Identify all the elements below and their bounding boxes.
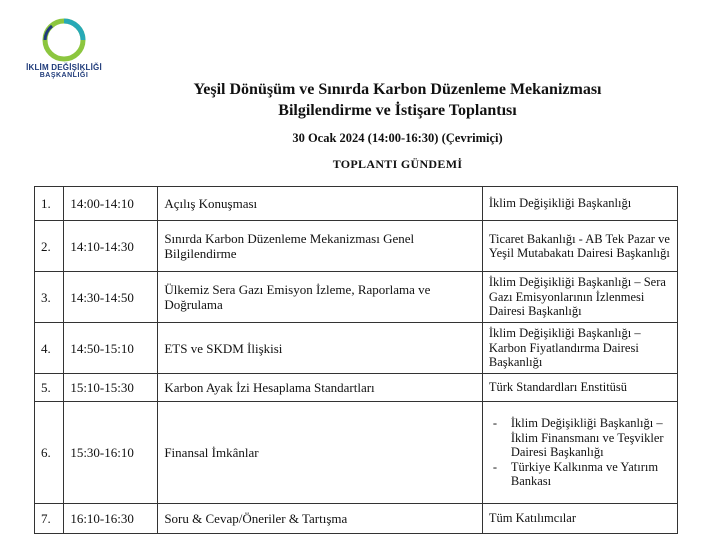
row-number: 3. — [35, 272, 64, 323]
row-owner-list — [482, 402, 677, 504]
row-topic: Açılış Konuşması — [158, 187, 483, 221]
row-number: 4. — [35, 323, 64, 374]
row-owner: Türk Standardları Enstitüsü — [482, 374, 677, 402]
row-number: 6. — [35, 402, 64, 504]
row-topic: Sınırda Karbon Düzenleme Mekanizması Genel Bilgilendirme — [158, 221, 483, 272]
document-title-line1: Yeşil Dönüşüm ve Sınırda Karbon Düzenleme Mekanizması — [193, 81, 602, 98]
row-time: 16:10-16:30 — [64, 504, 158, 534]
row-time: 14:00-14:10 — [64, 187, 158, 221]
row-time: 14:30-14:50 — [64, 272, 158, 323]
row-owner: İklim Değişikliği Başkanlığı – Sera Gazı Emisyonlarının İzlenmesi Dairesi Başkanlığı — [482, 272, 677, 323]
row-time: 15:10-15:30 — [64, 374, 158, 402]
row-time: 14:50-15:10 — [64, 323, 158, 374]
logo-text-line2: BAŞKANLIĞI — [39, 72, 89, 79]
table-row — [35, 402, 678, 504]
row-time: 15:30-16:10 — [64, 402, 158, 504]
logo — [18, 18, 110, 79]
leaf-circle-logo-icon — [42, 18, 86, 62]
row-topic: ETS ve SKDM İlişkisi — [158, 323, 483, 374]
row-topic: Karbon Ayak İzi Hesaplama Standartları — [158, 374, 483, 402]
meeting-date: 30 Ocak 2024 (14:00-16:30) (Çevrimiçi) — [292, 131, 503, 145]
row-owner: İklim Değişikliği Başkanlığı – Karbon Fiyatlandırma Dairesi Başkanlığı — [482, 323, 677, 374]
row-topic: Soru & Cevap/Öneriler & Tartışma — [158, 504, 483, 534]
agenda-heading: TOPLANTI GÜNDEMİ — [332, 157, 463, 171]
row-owner: Ticaret Bakanlığı - AB Tek Pazar ve Yeşil Mutabakatı Dairesi Başkanlığı — [482, 221, 677, 272]
row-owner: Tüm Katılımcılar — [482, 504, 677, 534]
table-row — [35, 323, 678, 374]
table-row — [35, 374, 678, 402]
row-time: 14:10-14:30 — [64, 221, 158, 272]
table-row — [35, 272, 678, 323]
row-number: 1. — [35, 187, 64, 221]
list-item: - İklim Değişikliği Başkanlığı – İklim Finansmanı ve Teşvikler Dairesi Başkanlığı — [492, 416, 664, 460]
agenda-table — [34, 186, 678, 534]
table-row — [35, 187, 678, 221]
logo-text-line1: İKLİM DEĞİŞİKLİĞİ — [26, 63, 102, 72]
table-row — [35, 221, 678, 272]
table-row — [35, 504, 678, 534]
document-title-line2: Bilgilendirme ve İstişare Toplantısı — [278, 102, 517, 119]
row-number: 5. — [35, 374, 64, 402]
row-topic: Ülkemiz Sera Gazı Emisyon İzleme, Raporlama ve Doğrulama — [158, 272, 483, 323]
row-owner: İklim Değişikliği Başkanlığı — [482, 187, 677, 221]
row-number: 2. — [35, 221, 64, 272]
row-number: 7. — [35, 504, 64, 534]
row-topic: Finansal İmkânlar — [158, 402, 483, 504]
list-item: - Türkiye Kalkınma ve Yatırım Bankası — [492, 459, 659, 489]
